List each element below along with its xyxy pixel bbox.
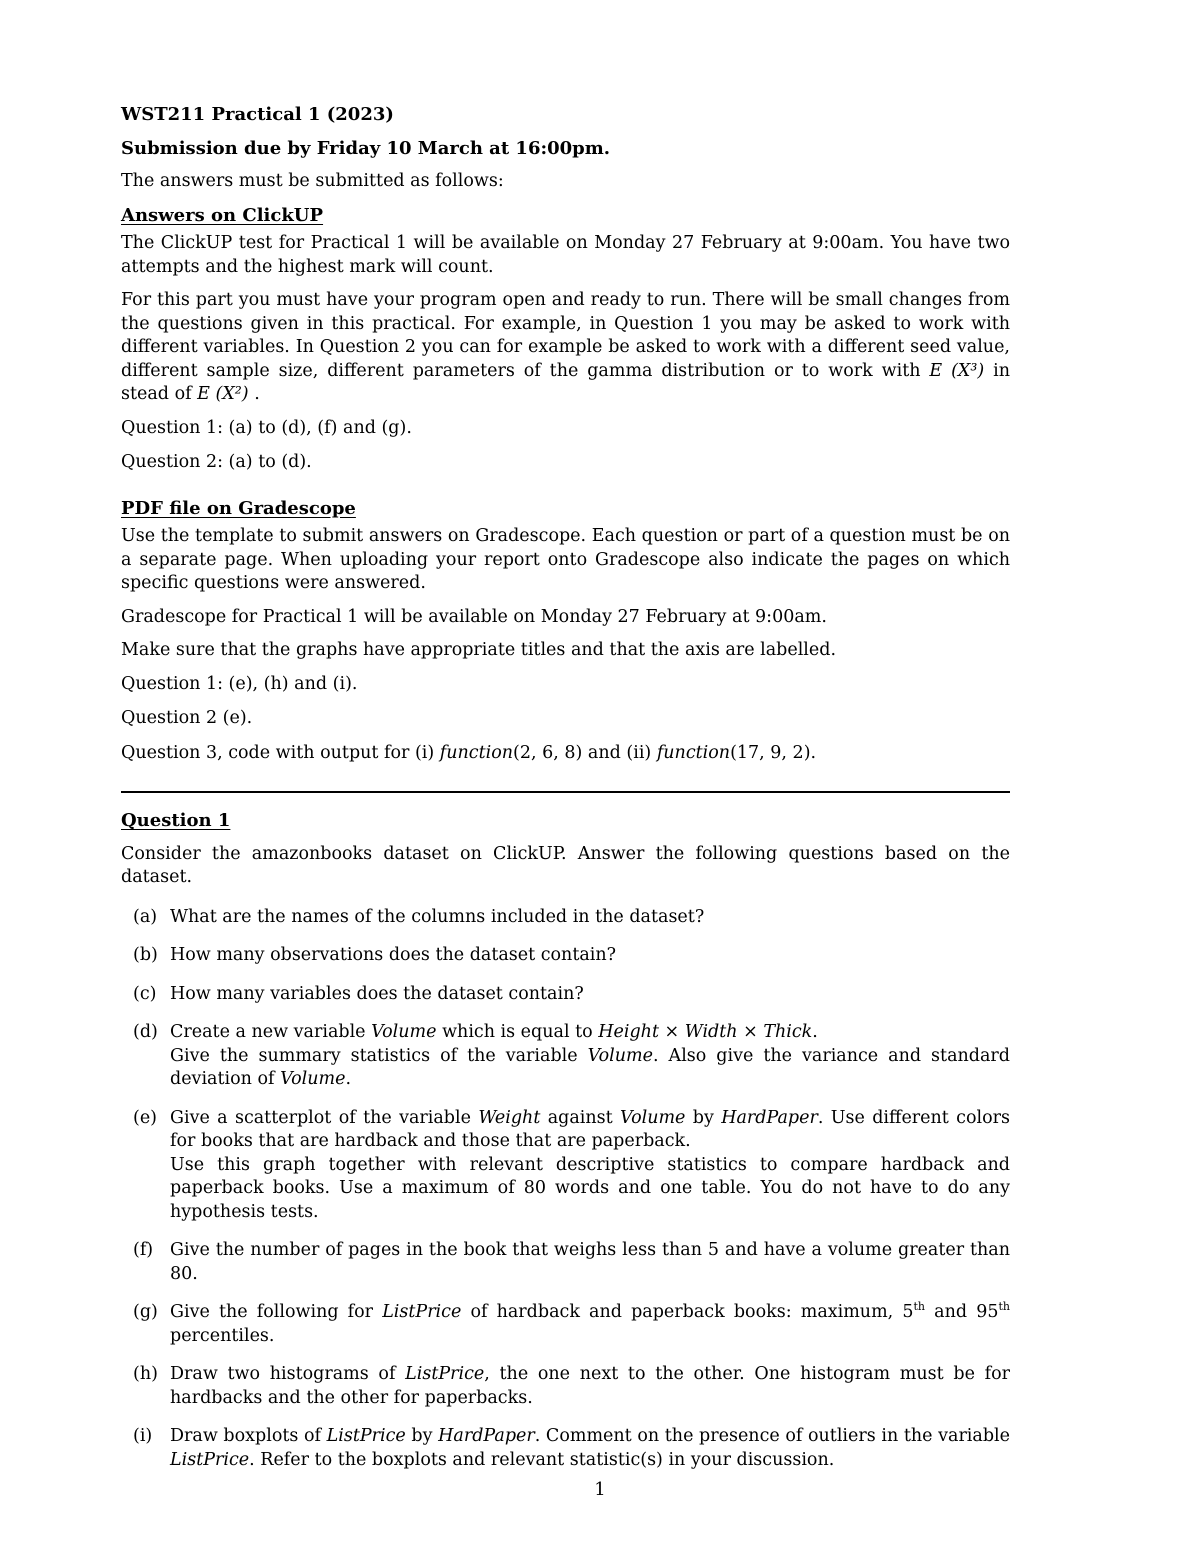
part-g: (g) Give the following for ListPrice of hardback and paperback books: maximum, 5th and 95th percentiles. <box>133 1300 1010 1346</box>
graph-requirements: Make sure that the graphs have appropriate titles and that the axis are labelled. <box>121 640 837 660</box>
section-divider <box>121 791 1010 793</box>
expectation-x2: E (X²) <box>197 384 249 404</box>
clickup-availability: The ClickUP test for Practical 1 will be available on Monday 27 February at 9:00am. You have two attempts and the highest mark will count. <box>121 233 1010 277</box>
expectation-x3: E (X³) <box>929 360 985 381</box>
page-number: 1 <box>594 1479 606 1500</box>
part-h: (h) Draw two histograms of ListPrice, the one next to the other. One histogram must be for hardbacks and the other for paperbacks. <box>133 1364 1010 1408</box>
part-f: (f) Give the number of pages in the book that weighs less than 5 and have a volume greater than 80. <box>133 1240 1010 1284</box>
page-content <box>121 103 1010 1487</box>
clickup-q1-parts: Question 1: (a) to (d), (f) and (g). <box>121 417 412 438</box>
gradescope-heading: PDF file on Gradescope <box>121 497 356 519</box>
part-c: (c) How many variables does the dataset contain? <box>133 983 584 1004</box>
clickup-heading: Answers on ClickUP <box>121 204 324 226</box>
part-d: (d) Create a new variable Volume which is equal to Height × Width × Thick. Give the summary statistics of the variable Volume. Also give the variance and standard deviation of Volume. <box>133 1022 1010 1089</box>
part-e: (e) Give a scatterplot of the variable Weight against Volume by HardPaper. Use different colors for books that are hardback and those that are paperback. Use this graph together with relevant descriptive statistics to compare hardback and paperback books. Use a maximum of 80 words and one table. You do not have to do any hypothesis tests. <box>133 1107 1010 1222</box>
gradescope-q3-parts: Question 3, code with output for (i) function(2, 6, 8) and (ii) function(17, 9, 2). <box>121 742 817 763</box>
document-title: WST211 Practical 1 (2023) <box>121 104 394 125</box>
gradescope-q2-parts: Question 2 (e). <box>121 708 253 728</box>
clickup-instructions: For this part you must have your program open and ready to run. There will be small changes from the questions given in this practical. For example, in Question 1 you may be asked to work with different variables. In Question 2 you can for example be asked to work with a different seed value, different sample size, different parameters of the gamma distribution or to work with E (X³) in stead of E (X²) . <box>121 290 1011 404</box>
gradescope-template-info: Use the template to submit answers on Gradescope. Each question or part of a question must be on a separate page. When uploading your report onto Gradescope also indicate the pages on which specific questions were answered. <box>121 526 1010 593</box>
question1-heading: Question 1 <box>121 810 231 831</box>
clickup-q2-parts: Question 2: (a) to (d). <box>121 452 312 472</box>
submission-intro: The answers must be submitted as follows: <box>121 171 504 191</box>
gradescope-availability: Gradescope for Practical 1 will be available on Monday 27 February at 9:00am. <box>121 606 827 627</box>
due-date: Submission due by Friday 10 March at 16:00pm. <box>121 137 611 159</box>
part-b: (b) How many observations does the dataset contain? <box>133 945 617 965</box>
gradescope-q1-parts: Question 1: (e), (h) and (i). <box>121 673 358 694</box>
question1-parts <box>121 906 1010 1473</box>
part-a: (a) What are the names of the columns included in the dataset? <box>133 906 705 927</box>
question1-intro: Consider the amazonbooks dataset on ClickUP. Answer the following questions based on the dataset. <box>121 843 1010 887</box>
part-i: (i) Draw boxplots of ListPrice by HardPaper. Comment on the presence of outliers in the variable ListPrice. Refer to the boxplots and relevant statistic(s) in your discussion. <box>133 1426 1010 1470</box>
